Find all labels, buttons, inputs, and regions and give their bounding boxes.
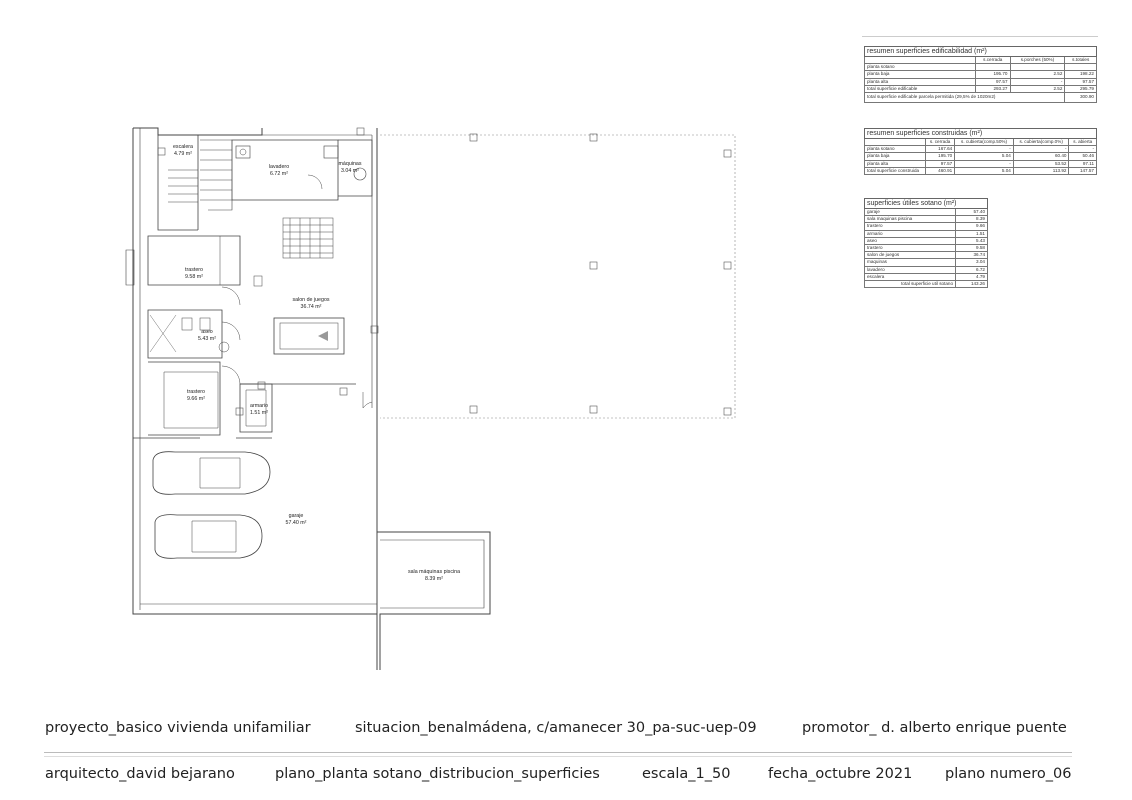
table-cell: 198.22 <box>1065 71 1097 78</box>
table-cell: planta sotano <box>865 146 926 153</box>
table-cell: 50.46 <box>1069 153 1097 160</box>
room-area-aseo: 5.43 m² <box>198 336 216 342</box>
table-cell: lavadero <box>865 266 956 273</box>
table-row <box>865 71 1097 78</box>
table-row <box>865 223 988 230</box>
table-cell: 3.04 <box>956 259 988 266</box>
table-cell: planta alta <box>865 78 976 85</box>
table-cell: 113.92 <box>1013 167 1069 174</box>
table-cell: 9.66 <box>956 223 988 230</box>
table-cell: 97.11 <box>1069 160 1097 167</box>
edificabilidad-table <box>864 46 1097 103</box>
title-block-row-1 <box>0 720 1132 740</box>
table-cell: garaje <box>865 209 956 216</box>
table-cell: - <box>1013 146 1069 153</box>
table-header: s.totales <box>1065 57 1097 64</box>
table-row <box>865 146 1097 153</box>
table-cell: planta baja <box>865 153 926 160</box>
table-cell: 167.64 <box>926 146 955 153</box>
room-area-maquinas: 3.04 m² <box>341 168 359 174</box>
table-cell: 5.04 <box>955 153 1014 160</box>
situacion-label: situacion_benalmádena, c/amanecer 30_pa-suc-uep-09 <box>355 720 757 736</box>
room-name-salon: salon de juegos <box>292 297 330 303</box>
table-cell: salon de juegos <box>865 252 956 259</box>
room-name-trastero-2: trastero <box>187 389 205 395</box>
table-cell: 60.40 <box>1013 153 1069 160</box>
table-cell <box>1010 64 1065 71</box>
table-cell: 9.58 <box>956 244 988 251</box>
plano-label: plano_planta sotano_distribucion_superficies <box>275 766 600 782</box>
table-row <box>865 216 988 223</box>
room-name-lavadero: lavadero <box>268 164 290 170</box>
room-area-escalera: 4.79 m² <box>174 151 192 157</box>
table-title: superficies útiles sotano (m²) <box>865 199 988 209</box>
room-area-armario: 1.51 m² <box>250 410 268 416</box>
room-area-garaje: 57.40 m² <box>285 520 307 526</box>
table-row <box>865 160 1097 167</box>
room-area-trastero-2: 9.66 m² <box>187 396 205 402</box>
table-cell: 53.52 <box>1013 160 1069 167</box>
room-area-piscina: 8.39 m² <box>425 576 443 582</box>
table-header <box>865 139 926 146</box>
table-title: resumen superficies edificabilidad (m²) <box>865 47 1097 57</box>
room-name-aseo: aseo <box>201 329 213 335</box>
table-cell: - <box>955 146 1014 153</box>
table-cell: - <box>1010 78 1065 85</box>
table-cell: total superficie edificable parcela permitida (29,5% de 1020m2) <box>865 92 1065 102</box>
table-cell: 6.72 <box>956 266 988 273</box>
table-row <box>865 64 1097 71</box>
fecha-label: fecha_octubre 2021 <box>768 766 913 782</box>
table-cell: 300.90 <box>1065 92 1097 102</box>
table-cell: 97.57 <box>1065 78 1097 85</box>
table-cell <box>1065 64 1097 71</box>
proyecto-label: proyecto_basico vivienda unifamiliar <box>45 720 311 736</box>
table-row <box>865 280 988 287</box>
table-cell: 8.39 <box>956 216 988 223</box>
table-cell: 5.43 <box>956 237 988 244</box>
table-row <box>865 92 1097 102</box>
table-cell: trastero <box>865 223 956 230</box>
table-cell: escalera <box>865 273 956 280</box>
title-block-divider <box>44 756 1072 757</box>
table-cell: - <box>1069 146 1097 153</box>
room-name-escalera: escalera <box>172 144 194 150</box>
table-cell: 97.57 <box>976 78 1011 85</box>
table-cell: total superficie construida <box>865 167 926 174</box>
room-area-lavadero: 6.72 m² <box>270 171 288 177</box>
table-row <box>865 85 1097 92</box>
table-row <box>865 153 1097 160</box>
table-row <box>865 273 988 280</box>
table-header: s.cerrada <box>976 57 1011 64</box>
table-cell: 2.52 <box>1010 85 1065 92</box>
table-cell: total superficie edificable <box>865 85 976 92</box>
utiles-table <box>864 198 988 288</box>
table-cell: 460.91 <box>926 167 955 174</box>
arquitecto-label: arquitecto_david bejarano <box>45 766 235 782</box>
table-cell: planta baja <box>865 71 976 78</box>
table-cell: 195.70 <box>926 153 955 160</box>
room-name-armario: armario <box>250 403 268 409</box>
table-row <box>865 266 988 273</box>
table-cell: 147.57 <box>1069 167 1097 174</box>
table-cell: trastero <box>865 244 956 251</box>
table-cell: aseo <box>865 237 956 244</box>
top-rule <box>862 36 1098 37</box>
room-name-garaje: garaje <box>288 513 304 519</box>
table-row <box>865 237 988 244</box>
room-area-trastero-1: 9.58 m² <box>185 274 203 280</box>
table-header: s. abierta <box>1069 139 1097 146</box>
table-row <box>865 78 1097 85</box>
table-row <box>865 167 1097 174</box>
table-cell: 1.51 <box>956 230 988 237</box>
title-block-divider <box>44 752 1072 753</box>
table-row <box>865 244 988 251</box>
room-name-trastero-1: trastero <box>185 267 203 273</box>
table-cell: 5.04 <box>955 167 1014 174</box>
table-row <box>865 252 988 259</box>
title-block-row-2 <box>0 766 1132 786</box>
table-cell: maquinas <box>865 259 956 266</box>
table-header: s. cubierta(comp.0%) <box>1013 139 1069 146</box>
table-cell: total superficie util sotano <box>865 280 956 287</box>
table-cell: 97.57 <box>926 160 955 167</box>
promotor-label: promotor_ d. alberto enrique puente <box>802 720 1067 736</box>
table-cell: 4.79 <box>956 273 988 280</box>
table-row <box>865 209 988 216</box>
table-cell: planta alta <box>865 160 926 167</box>
table-cell: sala maquinas piscina <box>865 216 956 223</box>
table-header: s. cerrada <box>926 139 955 146</box>
table-cell: 57.40 <box>956 209 988 216</box>
room-name-maquinas: máquinas <box>338 161 362 167</box>
construidas-table <box>864 128 1097 175</box>
room-name-piscina: sala máquinas piscina <box>407 569 461 575</box>
table-cell: 143.26 <box>956 280 988 287</box>
table-cell: 36.74 <box>956 252 988 259</box>
table-cell: - <box>955 160 1014 167</box>
table-cell: planta sotano <box>865 64 976 71</box>
table-cell <box>976 64 1011 71</box>
table-row <box>865 259 988 266</box>
table-header: s. cubierta(comp.50%) <box>955 139 1014 146</box>
table-row <box>865 230 988 237</box>
table-cell: 2.52 <box>1010 71 1065 78</box>
table-header <box>865 57 976 64</box>
table-header: s.porches (50%) <box>1010 57 1065 64</box>
table-cell: 295.79 <box>1065 85 1097 92</box>
table-title: resumen superficies construidas (m²) <box>865 129 1097 139</box>
table-cell: armario <box>865 230 956 237</box>
table-cell: 293.27 <box>976 85 1011 92</box>
room-area-salon: 36.74 m² <box>300 304 322 310</box>
table-cell: 195.70 <box>976 71 1011 78</box>
plano-numero-label: plano numero_06 <box>945 766 1072 782</box>
escala-label: escala_1_50 <box>642 766 731 782</box>
